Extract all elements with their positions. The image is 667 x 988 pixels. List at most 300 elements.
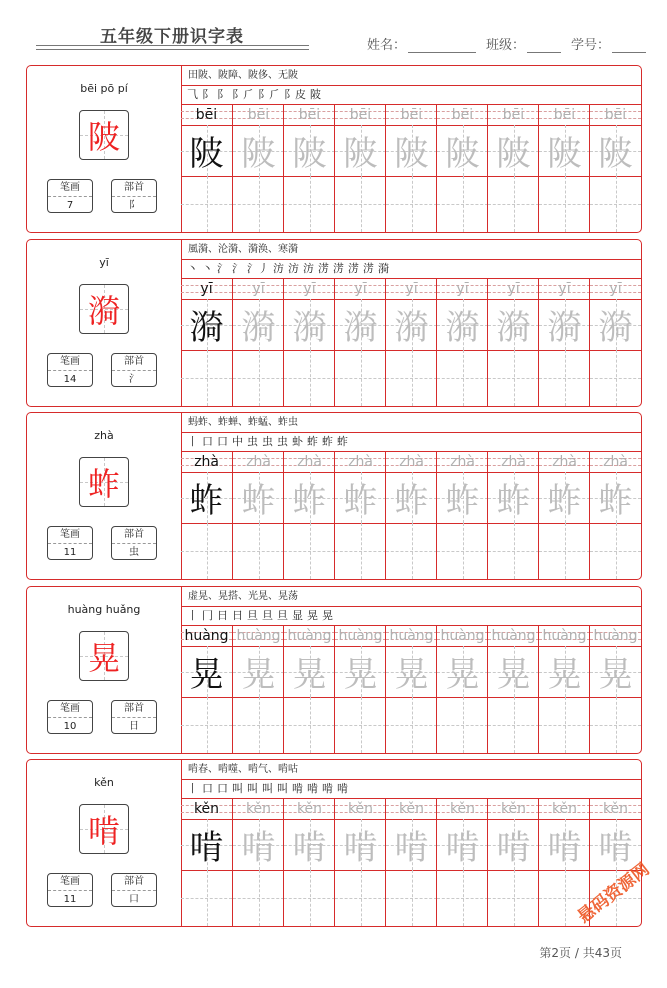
stroke-step: 口 [202, 782, 213, 795]
stroke-count: 7 [66, 200, 74, 211]
pinyin-cell[interactable] [437, 278, 488, 300]
practice-char: 晃 [547, 655, 582, 695]
practice-pinyin: huàng [287, 628, 332, 644]
pinyin-cell[interactable] [233, 104, 284, 126]
pinyin-cell[interactable] [181, 104, 232, 126]
blank-practice-cell[interactable] [539, 176, 590, 232]
practice-grid [181, 451, 641, 579]
pinyin-cell[interactable] [539, 798, 590, 820]
pinyin-cell[interactable] [335, 278, 386, 300]
practice-char: 陂 [343, 134, 378, 174]
title-underline [36, 49, 309, 50]
hanzi-cell[interactable] [386, 646, 437, 698]
blank-practice-cell[interactable] [437, 350, 488, 406]
hanzi-cell[interactable] [539, 299, 590, 351]
practice-column [538, 278, 590, 406]
practice-pinyin: huàng [338, 628, 383, 644]
practice-column [436, 451, 488, 579]
pinyin-cell[interactable] [284, 451, 335, 473]
blank-practice-cell[interactable] [539, 697, 590, 753]
pinyin-cell[interactable] [386, 625, 437, 647]
hanzi-cell[interactable] [181, 125, 232, 177]
blank-practice-cell[interactable] [386, 697, 437, 753]
pinyin-cell[interactable] [335, 104, 386, 126]
stroke-step: 淓 [318, 262, 329, 275]
practice-column [436, 278, 488, 406]
stroke-count: 11 [63, 894, 77, 905]
stroke-step: 啃 [292, 782, 303, 795]
blank-practice-cell[interactable] [386, 523, 437, 579]
blank-practice-cell[interactable] [181, 523, 232, 579]
blank-practice-cell[interactable] [335, 350, 386, 406]
practice-char: 陂 [394, 134, 429, 174]
stroke-count-box [47, 179, 93, 213]
example-words: 風漪、沦漪、漪涣、寒漪 [181, 240, 641, 260]
pinyin-cell[interactable] [284, 625, 335, 647]
practice-column [385, 104, 437, 232]
blank-practice-cell[interactable] [181, 176, 232, 232]
blank-practice-cell[interactable] [488, 697, 539, 753]
stroke-step: 阝 [217, 88, 228, 101]
blank-practice-cell[interactable] [386, 870, 437, 926]
name-field[interactable] [408, 38, 476, 53]
hanzi-cell[interactable] [335, 125, 386, 177]
blank-practice-cell[interactable] [590, 176, 641, 232]
practice-column [589, 278, 641, 406]
char-box [79, 110, 129, 160]
stroke-step: 叫 [277, 782, 288, 795]
practice-pinyin: huàng [593, 628, 638, 644]
hanzi-cell[interactable] [488, 646, 539, 698]
blank-practice-cell[interactable] [488, 523, 539, 579]
stroke-count: 11 [63, 547, 77, 558]
hanzi-cell[interactable] [386, 819, 437, 871]
char-pinyin: kěn [94, 776, 114, 789]
pinyin-cell[interactable] [335, 798, 386, 820]
practice-char: 啃 [394, 828, 429, 868]
radical-label: 部首 [112, 701, 156, 718]
stroke-count-label: 笔画 [48, 874, 92, 891]
pinyin-cell[interactable] [590, 451, 641, 473]
practice-column [436, 798, 488, 926]
hanzi-cell[interactable] [590, 299, 641, 351]
stroke-step: 淓 [363, 262, 374, 275]
hanzi-cell[interactable] [590, 646, 641, 698]
hanzi-cell[interactable] [284, 646, 335, 698]
practice-area [181, 66, 641, 232]
pinyin-cell[interactable] [437, 798, 488, 820]
stroke-count-box [47, 526, 93, 560]
stroke-step: 中 [232, 435, 243, 448]
name-label: 姓名： [367, 38, 407, 53]
stroke-order [181, 779, 641, 799]
practice-pinyin: huàng [389, 628, 434, 644]
hanzi-cell[interactable] [386, 125, 437, 177]
stroke-step: 叫 [262, 782, 273, 795]
pinyin-cell[interactable] [488, 625, 539, 647]
practice-char: 漪 [292, 308, 327, 348]
stroke-step: 虫 [247, 435, 258, 448]
stroke-step: 虫 [262, 435, 273, 448]
hanzi-cell[interactable] [437, 819, 488, 871]
practice-char: 啃 [241, 828, 276, 868]
practice-pinyin: yī [405, 281, 418, 297]
pinyin-cell[interactable] [488, 104, 539, 126]
hanzi-cell[interactable] [233, 819, 284, 871]
stroke-step: 阝 [202, 88, 213, 101]
practice-char: 晃 [343, 655, 378, 695]
pinyin-cell[interactable] [335, 625, 386, 647]
hanzi-cell[interactable] [539, 125, 590, 177]
hanzi-cell[interactable] [284, 472, 335, 524]
stroke-step: 汸 [288, 262, 299, 275]
blank-practice-cell[interactable] [386, 350, 437, 406]
practice-pinyin: zhà [297, 454, 322, 470]
practice-column [181, 625, 232, 753]
stroke-step: 蚱 [322, 435, 333, 448]
main-char: 陂 [87, 118, 120, 156]
practice-column [487, 625, 539, 753]
practice-pinyin: zhà [450, 454, 475, 470]
stroke-step: 汸 [303, 262, 314, 275]
practice-column [589, 451, 641, 579]
practice-char: 漪 [547, 308, 582, 348]
main-char: 晃 [87, 639, 120, 677]
char-info-panel [27, 240, 182, 406]
blank-practice-cell[interactable] [284, 697, 335, 753]
practice-pinyin: bēi [195, 107, 218, 123]
pinyin-cell[interactable] [539, 451, 590, 473]
stroke-step: 叫 [232, 782, 243, 795]
blank-practice-cell[interactable] [233, 350, 284, 406]
blank-practice-cell[interactable] [233, 870, 284, 926]
practice-area [181, 413, 641, 579]
practice-char: 陂 [445, 134, 480, 174]
stroke-step: 汸 [273, 262, 284, 275]
example-words: 虚晃、晃搭、光晃、晃荡 [181, 587, 641, 607]
hanzi-cell[interactable] [233, 472, 284, 524]
stroke-step: 啃 [322, 782, 333, 795]
hanzi-cell[interactable] [284, 299, 335, 351]
practice-char: 蚱 [445, 481, 480, 521]
practice-column [538, 625, 590, 753]
character-card [26, 239, 642, 407]
stroke-step: 虲 [292, 435, 303, 448]
radical-box [111, 873, 157, 907]
stroke-step: ⺄ [187, 88, 198, 101]
pinyin-cell[interactable] [437, 104, 488, 126]
blank-practice-cell[interactable] [539, 350, 590, 406]
hanzi-cell[interactable] [590, 125, 641, 177]
pinyin-cell[interactable] [181, 625, 232, 647]
stroke-step: 日 [217, 609, 228, 622]
stroke-step: 虫 [277, 435, 288, 448]
practice-column [436, 104, 488, 232]
practice-pinyin: zhà [501, 454, 526, 470]
practice-area [181, 240, 641, 406]
stroke-order [181, 259, 641, 279]
hanzi-cell[interactable] [284, 125, 335, 177]
pinyin-cell[interactable] [437, 625, 488, 647]
char-box [79, 284, 129, 334]
blank-practice-cell[interactable] [488, 870, 539, 926]
blank-practice-cell[interactable] [335, 176, 386, 232]
student-info [367, 34, 646, 53]
blank-practice-cell[interactable] [284, 523, 335, 579]
title-underline [36, 45, 309, 46]
pinyin-cell[interactable] [539, 104, 590, 126]
practice-pinyin: yī [507, 281, 520, 297]
practice-pinyin: bēi [604, 107, 627, 123]
hanzi-cell[interactable] [488, 472, 539, 524]
pinyin-cell[interactable] [181, 451, 232, 473]
hanzi-cell[interactable] [335, 299, 386, 351]
hanzi-cell[interactable] [386, 472, 437, 524]
hanzi-cell[interactable] [437, 299, 488, 351]
pinyin-cell[interactable] [590, 798, 641, 820]
practice-char: 啃 [496, 828, 531, 868]
blank-practice-cell[interactable] [437, 870, 488, 926]
blank-practice-cell[interactable] [181, 697, 232, 753]
practice-area [181, 587, 641, 753]
practice-char: 漪 [445, 308, 480, 348]
class-field[interactable] [527, 38, 561, 53]
char-info-panel [27, 760, 182, 926]
class-label: 班级： [486, 38, 526, 53]
practice-pinyin: yī [354, 281, 367, 297]
hanzi-cell[interactable] [284, 819, 335, 871]
blank-practice-cell[interactable] [284, 350, 335, 406]
pinyin-cell[interactable] [284, 798, 335, 820]
practice-column [232, 451, 284, 579]
example-words: 田陂、陂障、陂侈、无陂 [181, 66, 641, 86]
pinyin-cell[interactable] [181, 798, 232, 820]
character-card [26, 759, 642, 927]
practice-char: 漪 [496, 308, 531, 348]
hanzi-cell[interactable] [335, 646, 386, 698]
hanzi-cell[interactable] [539, 819, 590, 871]
hanzi-cell[interactable] [488, 299, 539, 351]
practice-column [181, 278, 232, 406]
stroke-count-box [47, 353, 93, 387]
practice-char: 蚱 [292, 481, 327, 521]
stroke-count-box [47, 700, 93, 734]
blank-practice-cell[interactable] [335, 697, 386, 753]
blank-practice-cell[interactable] [284, 176, 335, 232]
stroke-count-label: 笔画 [48, 701, 92, 718]
stroke-step: 叫 [247, 782, 258, 795]
practice-pinyin: kěn [398, 801, 425, 817]
practice-column [487, 104, 539, 232]
blank-practice-cell[interactable] [437, 176, 488, 232]
practice-pinyin: bēi [553, 107, 576, 123]
pinyin-cell[interactable] [539, 625, 590, 647]
hanzi-cell[interactable] [181, 472, 232, 524]
radical-label: 部首 [112, 180, 156, 197]
pinyin-cell[interactable] [233, 278, 284, 300]
blank-practice-cell[interactable] [386, 176, 437, 232]
blank-practice-cell[interactable] [488, 176, 539, 232]
blank-practice-cell[interactable] [233, 523, 284, 579]
pinyin-cell[interactable] [488, 451, 539, 473]
char-info-panel [27, 587, 182, 753]
practice-column [181, 798, 232, 926]
hanzi-cell[interactable] [539, 472, 590, 524]
practice-char: 晃 [445, 655, 480, 695]
practice-column [232, 278, 284, 406]
hanzi-cell[interactable] [437, 125, 488, 177]
char-info-panel [27, 413, 182, 579]
hanzi-cell[interactable] [181, 299, 232, 351]
pinyin-cell[interactable] [386, 104, 437, 126]
example-words: 蚂蚱、蚱蝉、蚱蜢、蚱虫 [181, 413, 641, 433]
practice-pinyin: zhà [246, 454, 271, 470]
hanzi-cell[interactable] [488, 819, 539, 871]
blank-practice-cell[interactable] [539, 523, 590, 579]
hanzi-cell[interactable] [437, 646, 488, 698]
blank-practice-cell[interactable] [590, 697, 641, 753]
stroke-count: 10 [63, 721, 77, 732]
pinyin-cell[interactable] [386, 798, 437, 820]
hanzi-cell[interactable] [233, 646, 284, 698]
char-pinyin: huàng huǎng [67, 603, 141, 616]
stroke-count-label: 笔画 [48, 527, 92, 544]
stroke-order [181, 606, 641, 626]
id-label: 学号： [571, 38, 611, 53]
practice-column [283, 278, 335, 406]
practice-pinyin: bēi [349, 107, 372, 123]
stroke-step: 啃 [307, 782, 318, 795]
stroke-step: 口 [217, 782, 228, 795]
practice-grid [181, 278, 641, 406]
pinyin-cell[interactable] [590, 625, 641, 647]
blank-practice-cell[interactable] [181, 350, 232, 406]
blank-practice-cell[interactable] [233, 176, 284, 232]
pinyin-cell[interactable] [539, 278, 590, 300]
pinyin-cell[interactable] [233, 625, 284, 647]
hanzi-cell[interactable] [233, 125, 284, 177]
practice-pinyin: zhà [603, 454, 628, 470]
practice-pinyin: zhà [194, 454, 219, 470]
blank-practice-cell[interactable] [233, 697, 284, 753]
stroke-count-label: 笔画 [48, 354, 92, 371]
pinyin-cell[interactable] [590, 104, 641, 126]
char-pinyin: yī [99, 256, 109, 269]
hanzi-cell[interactable] [488, 125, 539, 177]
blank-practice-cell[interactable] [181, 870, 232, 926]
char-box [79, 457, 129, 507]
practice-column [334, 625, 386, 753]
blank-practice-cell[interactable] [437, 523, 488, 579]
blank-practice-cell[interactable] [590, 350, 641, 406]
watermark-logo: 悬码资源网 [573, 858, 654, 928]
pinyin-cell[interactable] [488, 278, 539, 300]
blank-practice-cell[interactable] [335, 523, 386, 579]
hanzi-cell[interactable] [181, 819, 232, 871]
stroke-step: 口 [217, 435, 228, 448]
practice-column [283, 625, 335, 753]
char-box [79, 804, 129, 854]
hanzi-cell[interactable] [335, 472, 386, 524]
practice-char: 晃 [496, 655, 531, 695]
practice-column [385, 798, 437, 926]
stroke-step: 显 [292, 609, 303, 622]
main-char: 啃 [87, 812, 120, 850]
stroke-step: 丨 [187, 435, 198, 448]
practice-char: 漪 [394, 308, 429, 348]
practice-pinyin: huàng [542, 628, 587, 644]
blank-practice-cell[interactable] [437, 697, 488, 753]
pinyin-cell[interactable] [284, 104, 335, 126]
hanzi-cell[interactable] [386, 299, 437, 351]
pinyin-cell[interactable] [181, 278, 232, 300]
hanzi-cell[interactable] [181, 646, 232, 698]
radical: 日 [129, 721, 139, 732]
radical: 口 [129, 894, 139, 905]
practice-pinyin: yī [200, 281, 213, 297]
practice-column [589, 625, 641, 753]
practice-column [334, 104, 386, 232]
student-id-field[interactable] [612, 38, 646, 53]
hanzi-cell[interactable] [590, 472, 641, 524]
practice-column [181, 104, 232, 232]
blank-practice-cell[interactable] [284, 870, 335, 926]
practice-char: 蚱 [496, 481, 531, 521]
hanzi-cell[interactable] [437, 472, 488, 524]
practice-column [589, 104, 641, 232]
hanzi-cell[interactable] [335, 819, 386, 871]
stroke-count-box [47, 873, 93, 907]
pinyin-cell[interactable] [386, 451, 437, 473]
practice-pinyin: kěn [193, 801, 220, 817]
stroke-step: 旦 [277, 609, 288, 622]
practice-pinyin: bēi [400, 107, 423, 123]
blank-practice-cell[interactable] [590, 523, 641, 579]
hanzi-cell[interactable] [539, 646, 590, 698]
pinyin-cell[interactable] [233, 451, 284, 473]
blank-practice-cell[interactable] [335, 870, 386, 926]
stroke-step: 晃 [307, 609, 318, 622]
practice-column [181, 451, 232, 579]
practice-char: 蚱 [394, 481, 429, 521]
stroke-step: 丨 [187, 782, 198, 795]
practice-pinyin: huàng [184, 628, 229, 644]
hanzi-cell[interactable] [233, 299, 284, 351]
radical-label: 部首 [112, 527, 156, 544]
stroke-order [181, 85, 641, 105]
character-card [26, 65, 642, 233]
practice-char: 陂 [292, 134, 327, 174]
blank-practice-cell[interactable] [488, 350, 539, 406]
pinyin-cell[interactable] [335, 451, 386, 473]
pinyin-cell[interactable] [284, 278, 335, 300]
practice-char: 陂 [547, 134, 582, 174]
pinyin-cell[interactable] [386, 278, 437, 300]
practice-column [283, 451, 335, 579]
pinyin-cell[interactable] [233, 798, 284, 820]
practice-char: 蚱 [547, 481, 582, 521]
practice-pinyin: bēi [298, 107, 321, 123]
pinyin-cell[interactable] [590, 278, 641, 300]
stroke-step: 阝⺁ [258, 88, 280, 101]
pinyin-cell[interactable] [437, 451, 488, 473]
practice-column [538, 451, 590, 579]
char-box [79, 631, 129, 681]
pinyin-cell[interactable] [488, 798, 539, 820]
example-words: 啃春、啃噬、啃气、啃咕 [181, 760, 641, 780]
hanzi-cell[interactable] [590, 819, 641, 871]
radical: 阝 [129, 200, 139, 211]
